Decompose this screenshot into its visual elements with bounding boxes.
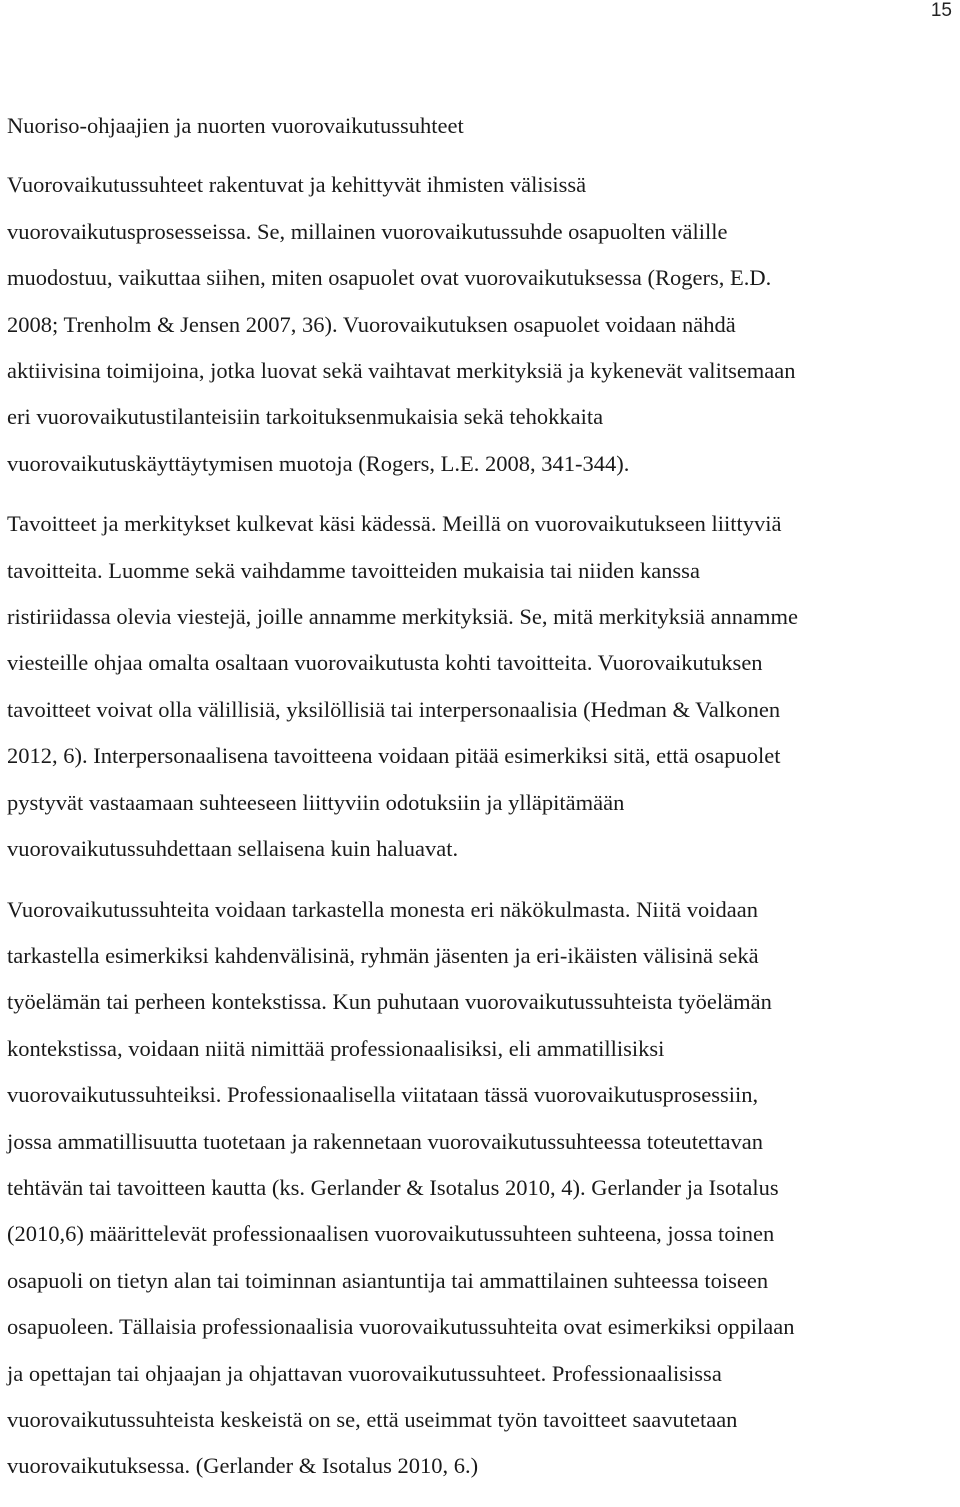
text-line: ristiriidassa olevia viestejä, joille annamme merkityksiä. Se, mitä merkityksiä annamme [7, 604, 799, 630]
text-line: aktiivisina toimijoina, jotka luovat sekä vaihtavat merkityksiä ja kykenevät valitsemaan [7, 358, 796, 384]
text-line: osapuoleen. Tällaisia professionaalisia vuorovaikutussuhteita ovat esimerkiksi oppilaan [7, 1314, 795, 1340]
text-line: vuorovaikutuksessa. (Gerlander & Isotalus 2010, 6.) [7, 1453, 479, 1479]
spacer [7, 873, 957, 887]
text-line: pystyvät vastaamaan suhteeseen liittyviin odotuksiin ja ylläpitämään [7, 789, 625, 815]
spacer [7, 149, 957, 162]
text-line: viesteille ohjaa omalta osaltaan vuorovaikutusta kohti tavoitteita. Vuorovaikutuksen [7, 650, 763, 676]
text-line: muodostuu, vaikuttaa siihen, miten osapuolet ovat vuorovaikutuksessa (Rogers, E.D. [7, 265, 772, 291]
text-line: työelämän tai perheen kontekstissa. Kun puhutaan vuorovaikutussuhteista työelämän [7, 989, 772, 1015]
text-line: osapuoli on tietyn alan tai toiminnan asiantuntija tai ammattilainen suhteessa toiseen [7, 1267, 769, 1293]
text-line: tavoitteita. Luomme sekä vaihdamme tavoitteiden mukaisia tai niiden kanssa [7, 557, 700, 583]
section-heading: Nuoriso-ohjaajien ja nuorten vuorovaikutussuhteet [7, 113, 464, 138]
spacer [7, 487, 957, 501]
text-line: vuorovaikutussuhteiksi. Professionaalisella viitataan tässä vuorovaikutusprosessiin, [7, 1082, 759, 1108]
paragraph-1 [7, 162, 957, 487]
text-line: vuorovaikutussuhteista keskeistä on se, että useimmat työn tavoitteet saavutetaan [7, 1406, 738, 1432]
text-line: Tavoitteet ja merkitykset kulkevat käsi kädessä. Meillä on vuorovaikutukseen liittyviä [7, 511, 782, 537]
text-line: ja opettajan tai ohjaajan ja ohjattavan vuorovaikutussuhteet. Professionaalisissa [7, 1360, 722, 1386]
text-line: 2008; Trenholm & Jensen 2007, 36). Vuorovaikutuksen osapuolet voidaan nähdä [7, 311, 736, 337]
text-line: Vuorovaikutussuhteet rakentuvat ja kehittyvät ihmisten välisissä [7, 172, 587, 198]
text-line: tehtävän tai tavoitteen kautta (ks. Gerlander & Isotalus 2010, 4). Gerlander ja Isotalus [7, 1174, 779, 1200]
page-number: 15 [930, 0, 952, 21]
text-line: vuorovaikutusprosesseissa. Se, millainen vuorovaikutussuhde osapuolten välille [7, 218, 728, 244]
text-line: vuorovaikutuskäyttäytymisen muotoja (Rogers, L.E. 2008, 341-344). [7, 450, 630, 476]
text-line: (2010,6) määrittelevät professionaalisen vuorovaikutussuhteen suhteena, jossa toinen [7, 1221, 775, 1247]
text-line: 2012, 6). Interpersonaalisena tavoitteena voidaan pitää esimerkiksi sitä, että osapuolet [7, 743, 781, 769]
text-line: kontekstissa, voidaan niitä nimittää professionaalisiksi, eli ammatillisiksi [7, 1035, 665, 1061]
paragraph-3 [7, 887, 957, 1490]
text-line: eri vuorovaikutustilanteisiin tarkoituksenmukaisia sekä tehokkaita [7, 404, 604, 430]
document-body [7, 103, 957, 1490]
text-line: tavoitteet voivat olla välillisiä, yksilöllisiä tai interpersonaalisia (Hedman & Valkonen [7, 696, 781, 722]
text-line: jossa ammatillisuutta tuotetaan ja rakennetaan vuorovaikutussuhteessa toteutettavan [7, 1128, 764, 1154]
text-line: Vuorovaikutussuhteita voidaan tarkastella monesta eri näkökulmasta. Niitä voidaan [7, 896, 758, 922]
text-line: tarkastella esimerkiksi kahdenvälisinä, ryhmän jäsenten ja eri-ikäisten välisinä sekä [7, 942, 759, 968]
text-line: vuorovaikutussuhdettaan sellaisena kuin haluavat. [7, 836, 459, 862]
paragraph-2 [7, 501, 957, 872]
